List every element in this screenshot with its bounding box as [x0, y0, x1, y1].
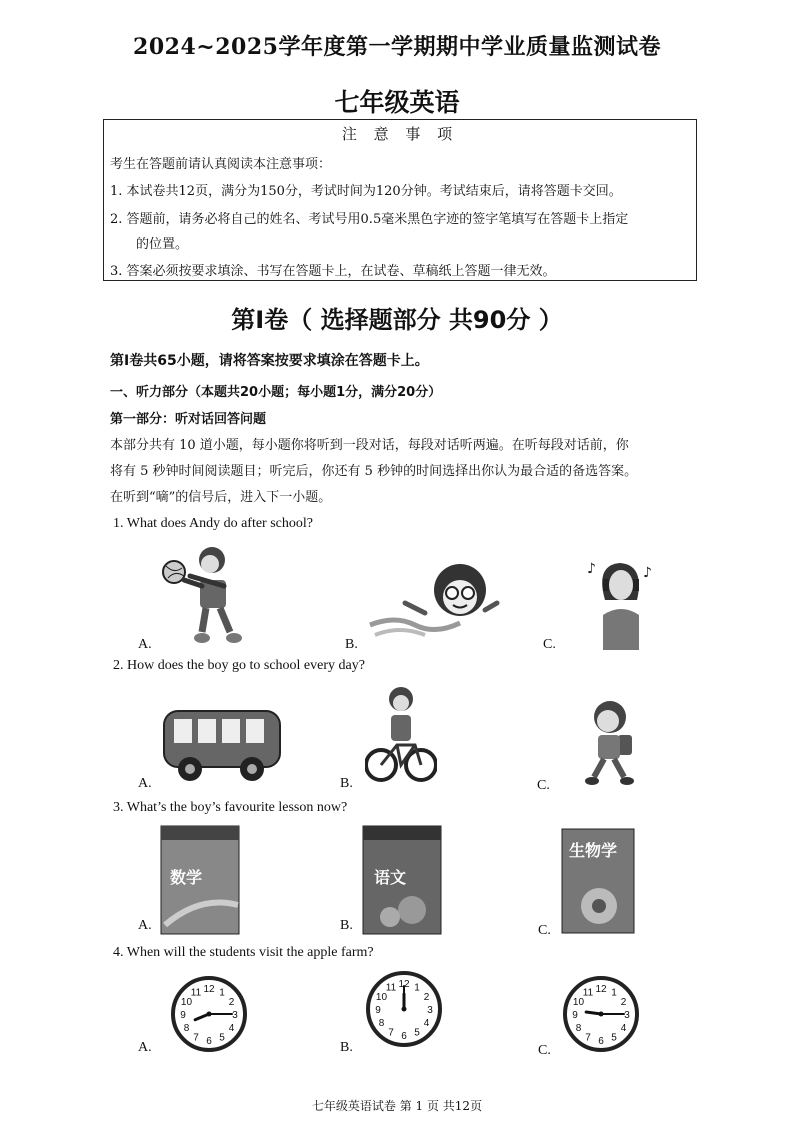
clock-numeral: 6 — [401, 1031, 407, 1042]
clock-numeral: 5 — [219, 1032, 225, 1044]
notice-line: 3. 答案必须按要求填涂、书写在答题卡上，在试卷、草稿纸上答题一律无效。 — [110, 264, 556, 279]
clock-numeral: 4 — [228, 1023, 235, 1034]
swimmer-icon — [365, 555, 505, 645]
notice-line: 2. 答题前，请务必将自己的姓名、考试号用0.5毫米黑色字迹的签字笔填写在答题卡上指定 — [110, 212, 629, 227]
clock-numeral: 10 — [180, 997, 193, 1008]
option-b[interactable]: B. — [345, 637, 358, 652]
option-a[interactable]: A. — [138, 918, 152, 933]
walking-boy-icon — [580, 695, 640, 790]
bus-icon — [160, 705, 285, 785]
volleyball-girl-icon — [160, 540, 260, 650]
notice-line: 的位置。 — [136, 237, 189, 252]
clock-numeral: 1 — [611, 987, 617, 999]
book-label: 语文 — [374, 868, 407, 887]
option-a[interactable]: A. — [138, 637, 152, 652]
book-label: 数学 — [170, 868, 203, 887]
biology-book-icon — [561, 828, 635, 934]
notice-line: 考生在答题前请认真阅读本注意事项： — [110, 157, 332, 172]
option-a[interactable]: A. — [138, 776, 152, 791]
clock-numeral: 9 — [180, 1010, 186, 1021]
clock-numeral: 8 — [378, 1018, 385, 1029]
clock-numeral: 3 — [624, 1010, 630, 1021]
clock-numeral: 11 — [385, 982, 397, 994]
clock-icon — [363, 968, 445, 1050]
description-line: 将有 5 秒钟时间阅读题目；听完后，你还有 5 秒钟的时间选择出你认为最合适的备选答案。 — [110, 464, 638, 479]
clock-numeral: 4 — [620, 1023, 627, 1034]
clock-numeral: 1 — [219, 987, 225, 999]
option-b[interactable]: B. — [340, 1040, 353, 1055]
option-b[interactable]: B. — [340, 776, 353, 791]
clock-numeral: 8 — [575, 1023, 582, 1034]
option-a[interactable]: A. — [138, 1040, 152, 1055]
clock-numeral: 12 — [203, 984, 215, 995]
option-c[interactable]: C. — [537, 778, 550, 793]
page-footer: 七年级英语试卷 第 1 页 共12页 — [311, 1099, 483, 1113]
option-c[interactable]: C. — [538, 923, 551, 938]
math-book-icon — [160, 825, 240, 935]
clock-numeral: 4 — [423, 1018, 430, 1029]
svg-text:♪: ♪ — [643, 565, 652, 581]
notice-line: 1. 本试卷共12页，满分为150分，考试时间为120分钟。考试结束后，请将答题卡交回。 — [110, 184, 622, 199]
question-1: 1. What does Andy do after school? — [113, 516, 313, 531]
clock-numeral: 11 — [582, 987, 594, 999]
clock-numeral: 7 — [585, 1032, 591, 1044]
clock-numeral: 2 — [620, 997, 627, 1008]
clock-numeral: 1 — [414, 982, 420, 994]
section-instruction: 第Ⅰ卷共65小题，请将答案按要求填涂在答题卡上。 — [110, 353, 429, 369]
listening-heading: 一、听力部分（本题共20小题；每小题1分，满分20分） — [110, 385, 442, 400]
clock-numeral: 2 — [423, 992, 430, 1003]
clock-numeral: 5 — [611, 1032, 617, 1044]
description-line: 本部分共有 10 道小题，每小题你将听到一段对话，每段对话听两遍。在听每段对话前，你 — [110, 438, 629, 453]
description-line: 在听到“嘀”的信号后，进入下一小题。 — [110, 490, 332, 505]
clock-icon — [560, 973, 642, 1055]
clock-numeral: 3 — [427, 1005, 433, 1016]
question-3: 3. What’s the boy’s favourite lesson now? — [113, 800, 348, 815]
clock-numeral: 2 — [228, 997, 235, 1008]
svg-text:♪: ♪ — [587, 561, 596, 577]
clock-numeral: 3 — [232, 1010, 238, 1021]
part1-heading: 第一部分：听对话回答问题 — [110, 412, 267, 427]
option-c[interactable]: C. — [538, 1043, 551, 1058]
bicycle-icon — [365, 685, 437, 785]
clock-numeral: 12 — [595, 984, 607, 995]
clock-icon — [168, 973, 250, 1055]
clock-numeral: 10 — [572, 997, 585, 1008]
clock-numeral: 9 — [572, 1010, 578, 1021]
clock-numeral: 10 — [375, 992, 388, 1003]
book-label: 生物学 — [569, 841, 618, 860]
clock-numeral: 9 — [375, 1005, 381, 1016]
question-4: 4. When will the students visit the apple farm? — [113, 945, 374, 960]
section-heading: 第Ⅰ卷（ 选择题部分 共90分 ） — [231, 306, 563, 334]
exam-title: 2024~2025学年度第一学期期中学业质量监测试卷 — [133, 34, 661, 60]
music-listener-icon — [585, 555, 655, 650]
clock-numeral: 12 — [398, 979, 410, 990]
clock-numeral: 11 — [190, 987, 202, 999]
exam-subtitle: 七年级英语 — [334, 88, 460, 117]
clock-numeral: 8 — [183, 1023, 190, 1034]
chinese-book-icon — [362, 825, 442, 935]
question-2: 2. How does the boy go to school every day? — [113, 658, 365, 673]
clock-numeral: 7 — [193, 1032, 199, 1044]
option-c[interactable]: C. — [543, 637, 556, 652]
option-b[interactable]: B. — [340, 918, 353, 933]
clock-numeral: 6 — [206, 1036, 212, 1047]
clock-numeral: 7 — [388, 1027, 394, 1039]
notice-title: 注 意 事 项 — [341, 125, 459, 143]
notice-box — [103, 119, 697, 281]
clock-numeral: 6 — [598, 1036, 604, 1047]
clock-numeral: 5 — [414, 1027, 420, 1039]
